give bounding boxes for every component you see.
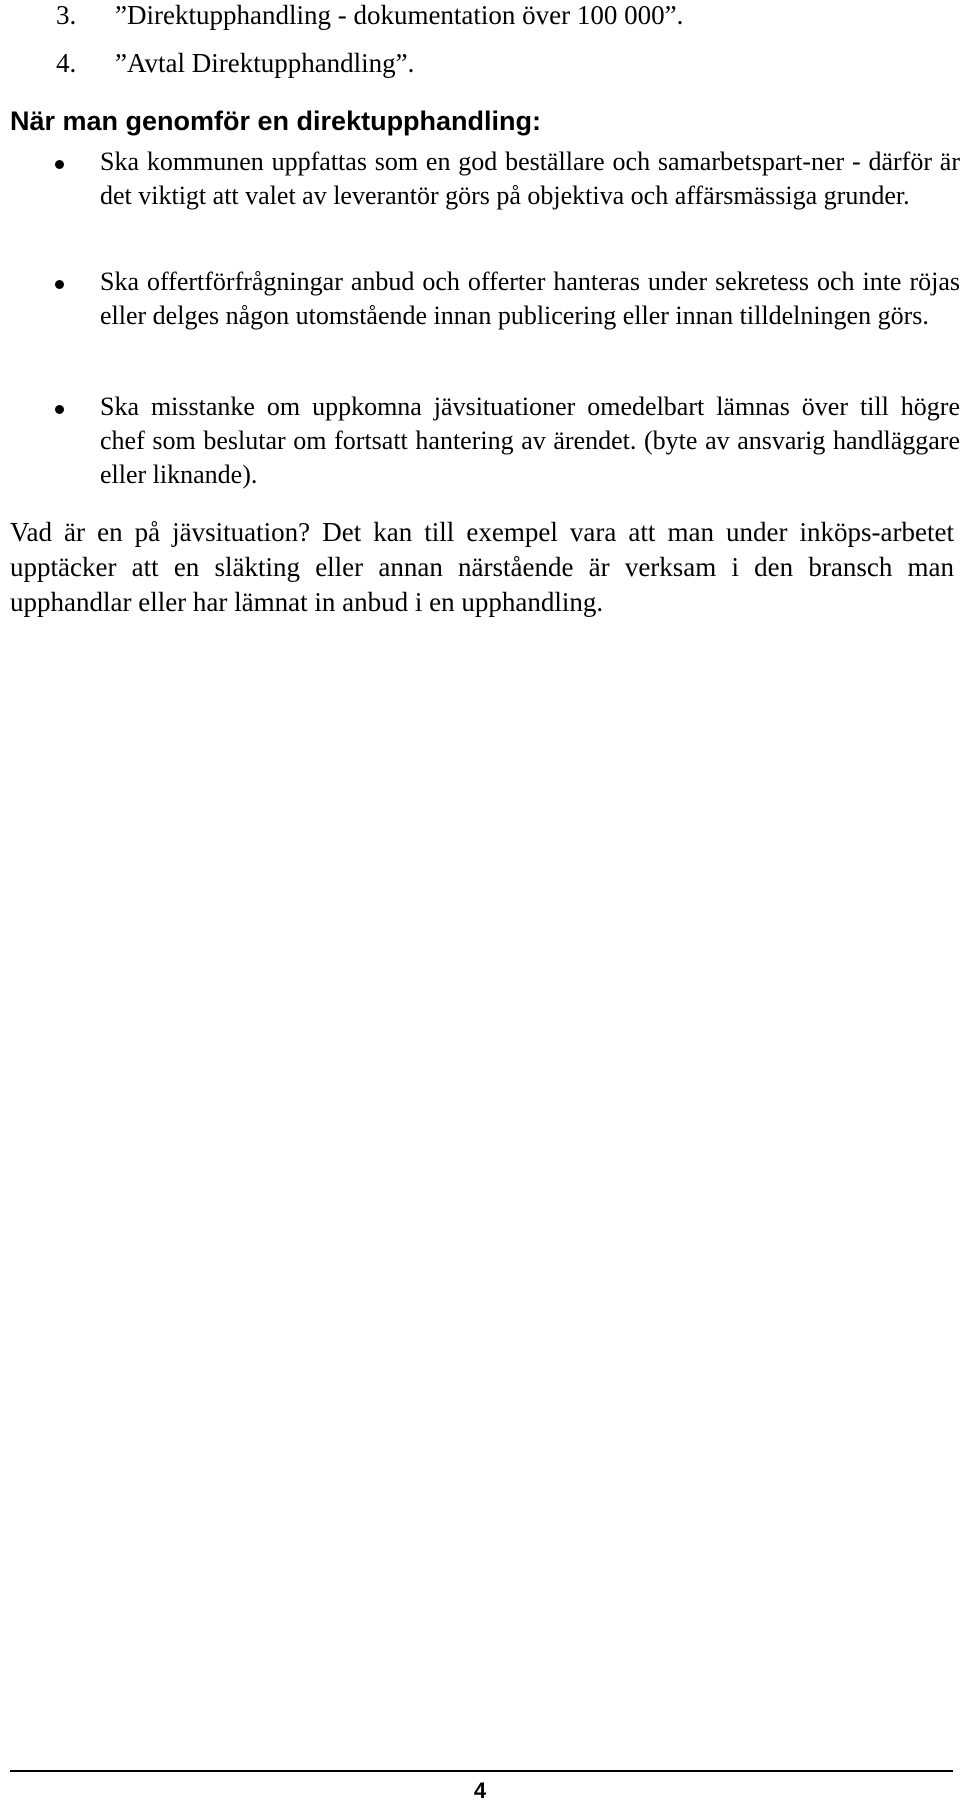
item-number: 4. [56,48,77,78]
body-paragraph: Vad är en på jävsituation? Det kan till exempel vara att man under inköps-arbetet upptäcker att en släkting eller annan närstående är verksam i den bransch man upphandlar eller har lämnat in anbud i en upphandling. [10,517,954,617]
bullet-icon [55,405,64,414]
bullet-text: Ska misstanke om uppkomna jävsituationer omedelbart lämnas över till högre chef som beslutar om fortsatt hantering av ärendet. (byte av ansvarig handläggare eller liknande). [100,392,960,489]
item-text: ”Avtal Direktupphandling”. [115,48,415,78]
footer-divider [10,1770,953,1772]
bullet-text: Ska offertförfrågningar anbud och offerter hanteras under sekretess och inte röjas eller delges någon utomstående innan publicering eller innan tilldelningen görs. [100,267,960,330]
bullet-text: Ska kommunen uppfattas som en god beställare och samarbetspart-ner - därför är det viktigt att valet av leverantör görs på objektiva och affärsmässiga grunder. [100,147,960,210]
bullet-icon [55,160,64,169]
section-heading: När man genomför en direktupphandling: [10,106,542,136]
page-number: 4 [473,1778,487,1803]
item-number: 3. [56,0,77,30]
item-text: ”Direktupphandling - dokumentation över 100 000”. [115,0,684,30]
bullet-icon [55,280,64,289]
